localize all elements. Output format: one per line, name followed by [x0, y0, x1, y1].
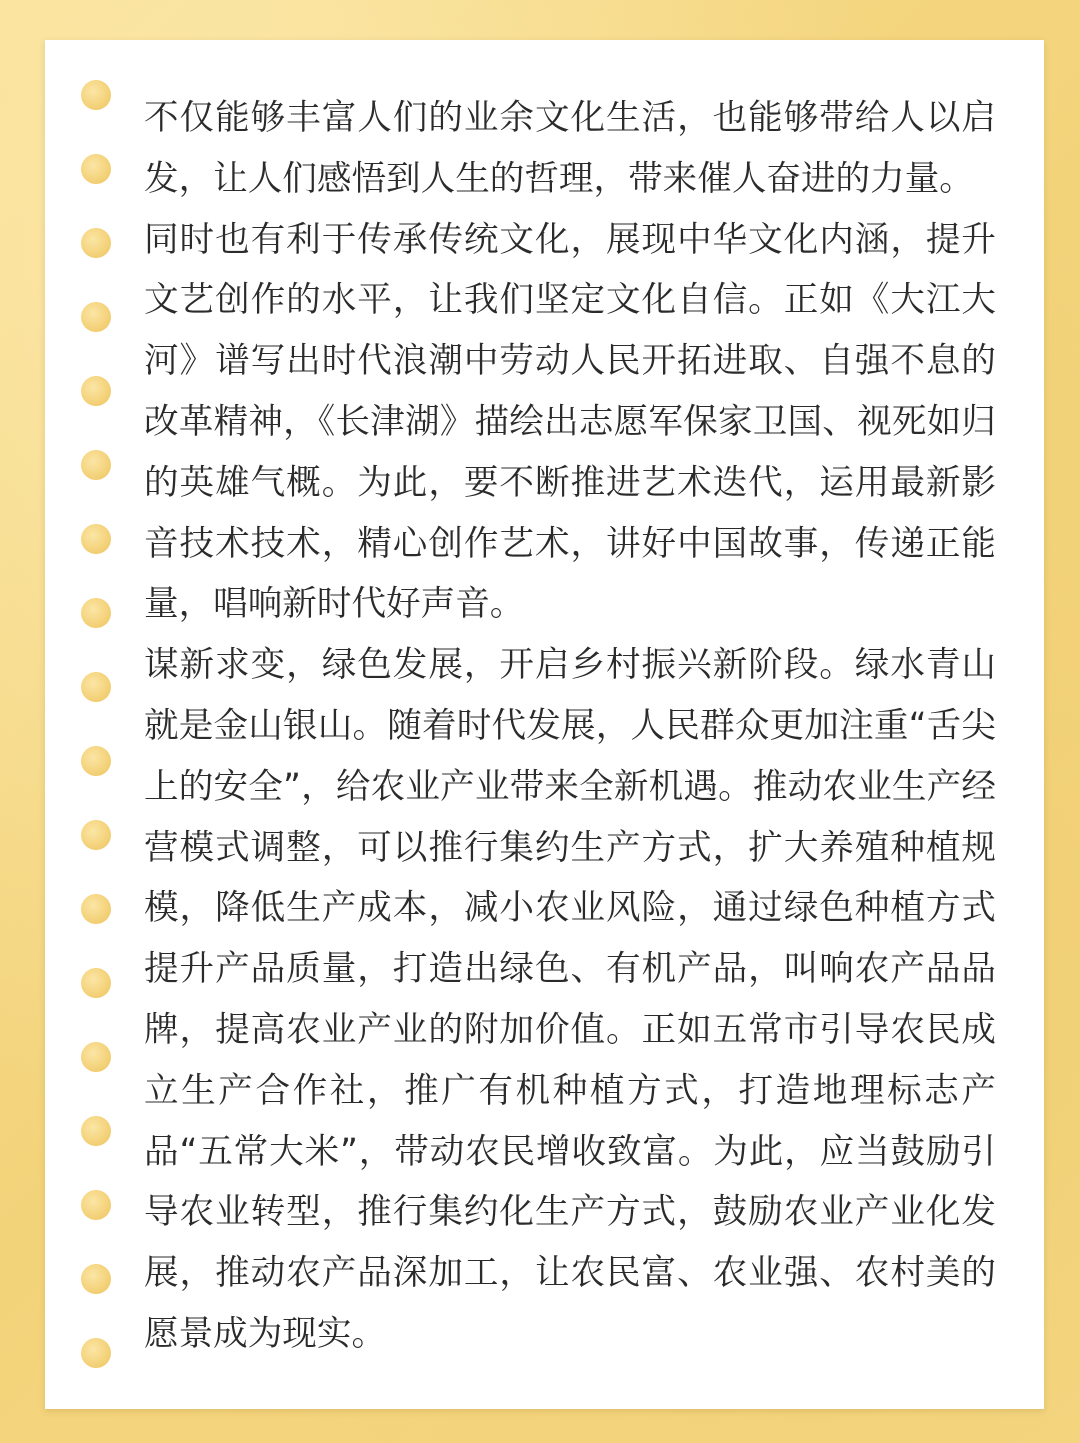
paragraph: 谋新求变，绿色发展，开启乡村振兴新阶段。绿水青山就是金山银山。随着时代发展，人民群众更加注重“舌尖上的安全”，给农业产业带来全新机遇。推动农业生产经营模式调整，可以推行集约生产方式，扩大养殖种植规模，降低生产成本，减小农业风险，通过绿色种植方式提升产品质量，打造出绿色、有机产品，叫响农产品品牌，提高农业产业的附加价值。正如五常市引导农民成立生产合作社，推广有机种植方式，打造地理标志产品“五常大米”，带动农民增收致富。为此，应当鼓励引导农业转型，推行集约化生产方式，鼓励农业产业化发展，推动农产品深加工，让农民富、农业强、农村美的愿景成为现实。: [144, 645, 996, 1354]
binder-holes: [81, 0, 113, 1443]
binder-hole-icon: [81, 1042, 111, 1072]
binder-hole-icon: [81, 80, 111, 110]
binder-hole-icon: [81, 598, 111, 628]
document-body: [144, 88, 996, 1365]
binder-hole-icon: [81, 894, 111, 924]
binder-hole-icon: [81, 450, 111, 480]
binder-hole-icon: [81, 1338, 111, 1368]
binder-hole-icon: [81, 820, 111, 850]
binder-hole-icon: [81, 302, 111, 332]
paragraph: 不仅能够丰富人们的业余文化生活，也能够带给人以启发，让人们感悟到人生的哲理，带来催人奋进的力量。: [144, 98, 996, 199]
binder-hole-icon: [81, 1264, 111, 1294]
paragraph: 同时也有利于传承传统文化，展现中华文化内涵，提升文艺创作的水平，让我们坚定文化自信。正如《大江大河》谱写出时代浪潮中劳动人民开拓进取、自强不息的改革精神，《长津湖》描绘出志愿军保家卫国、视死如归的英雄气概。为此，要不断推进艺术迭代，运用最新影音技术技术，精心创作艺术，讲好中国故事，传递正能量，唱响新时代好声音。: [144, 219, 996, 625]
binder-hole-icon: [81, 524, 111, 554]
binder-hole-icon: [81, 1116, 111, 1146]
binder-hole-icon: [81, 968, 111, 998]
binder-hole-icon: [81, 672, 111, 702]
binder-hole-icon: [81, 228, 111, 258]
binder-hole-icon: [81, 154, 111, 184]
binder-hole-icon: [81, 746, 111, 776]
binder-hole-icon: [81, 376, 111, 406]
binder-hole-icon: [81, 1190, 111, 1220]
